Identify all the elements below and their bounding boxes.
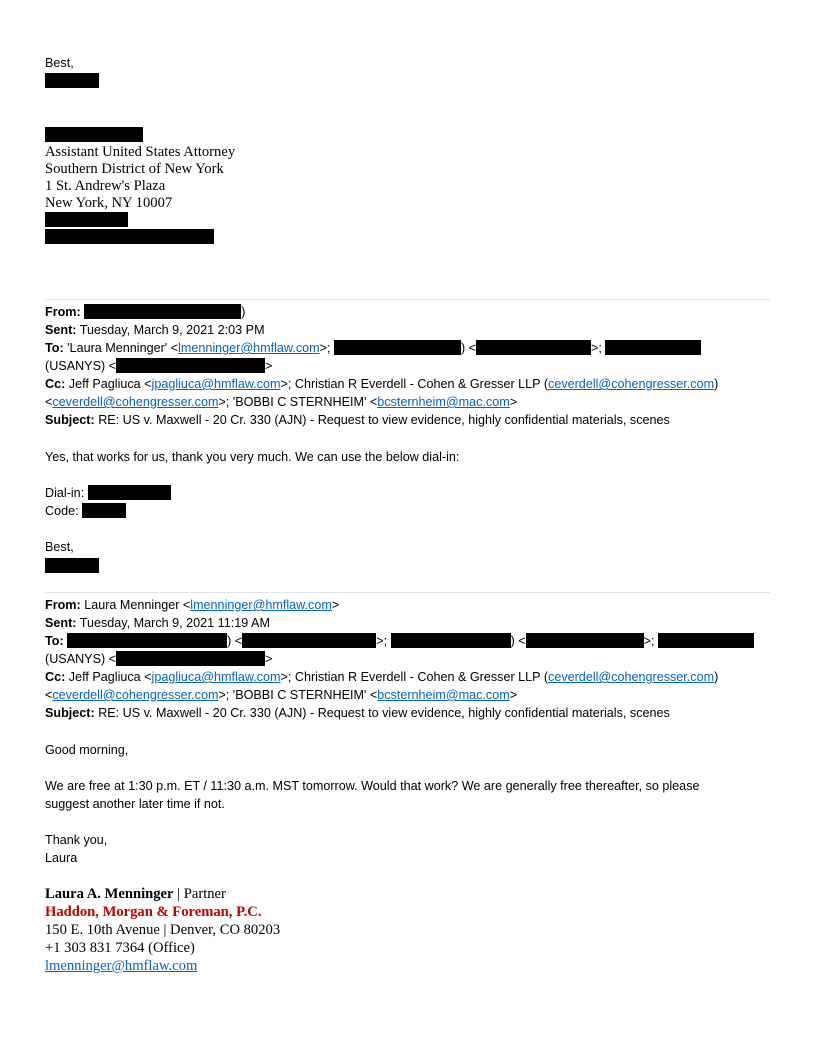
cc-label: Cc:: [45, 670, 66, 684]
from-tail: ): [241, 305, 246, 319]
thanks: Thank you,: [45, 833, 108, 847]
sent-value: Tuesday, March 9, 2021 11:19 AM: [79, 616, 270, 630]
email1-to-cont: [45, 358, 272, 374]
sig-email-link[interactable]: lmenninger@hmflaw.com: [45, 958, 198, 974]
redaction: [45, 229, 214, 244]
email-link[interactable]: ceverdell@cohengresser.com: [548, 670, 715, 684]
sender-name: Laura: [45, 851, 78, 865]
email1-to: [45, 340, 701, 356]
email2-sent: [45, 615, 270, 631]
to-name: 'Laura Menninger' <: [67, 341, 179, 355]
sent-value: Tuesday, March 9, 2021 2:03 PM: [79, 323, 265, 337]
email1-closing: Best,: [45, 540, 74, 554]
sig-role: | Partner: [173, 886, 226, 902]
email2-to-cont: [45, 651, 272, 667]
dialin-label: Dial-in:: [45, 486, 85, 500]
email2-body-line1: We are free at 1:30 p.m. ET / 11:30 a.m. MST tomorrow. Would that work? We are generally free thereafter, so please: [45, 779, 700, 793]
separator: ) <: [227, 634, 243, 648]
email-link[interactable]: jpagliuca@hmflaw.com: [151, 377, 281, 391]
email-link[interactable]: ceverdell@cohengresser.com: [548, 377, 715, 391]
redaction: [116, 651, 265, 666]
separator: >: [509, 395, 518, 409]
email1-sent: [45, 322, 265, 338]
cc-name: Jeff Pagliuca <: [68, 377, 152, 391]
from-name: Laura Menninger <: [84, 598, 191, 612]
sig-office: Southern District of New York: [45, 161, 224, 177]
sig-address1: 1 St. Andrew's Plaza: [45, 178, 166, 194]
email1-cc-cont: [45, 394, 517, 410]
sent-label: Sent:: [45, 323, 77, 337]
email2-subject: [45, 705, 670, 721]
email2-cc: [45, 669, 718, 685]
sig-phone: +1 303 831 7364 (Office): [45, 940, 195, 956]
separator: <: [45, 688, 53, 702]
email2-from: [45, 597, 339, 613]
cc-name: Jeff Pagliuca <: [68, 670, 152, 684]
greeting: Good morning,: [45, 743, 129, 757]
divider: [45, 299, 770, 300]
code-label: Code:: [45, 504, 79, 518]
to-usanys: (USANYS) <: [45, 652, 117, 666]
email2-body-line2: suggest another later time if not.: [45, 797, 225, 811]
separator: ): [714, 670, 719, 684]
redaction: [476, 340, 591, 355]
separator: >: [265, 652, 273, 666]
sent-label: Sent:: [45, 616, 77, 630]
redaction: [88, 485, 171, 500]
email1-subject: [45, 412, 670, 428]
email2-to: [45, 633, 754, 649]
separator: >;: [591, 341, 606, 355]
divider: [45, 592, 770, 593]
email-link[interactable]: bcsternheim@mac.com: [377, 395, 510, 409]
separator: <: [45, 395, 53, 409]
redaction: [334, 340, 461, 355]
email-link[interactable]: jpagliuca@hmflaw.com: [151, 670, 281, 684]
redaction: [45, 212, 128, 227]
redaction: [242, 633, 376, 648]
redaction: [45, 127, 143, 142]
sig-email-line: [45, 958, 197, 975]
redaction: [82, 503, 126, 518]
code: [45, 503, 126, 519]
email1-body: Yes, that works for us, thank you very much. We can use the below dial-in:: [45, 450, 460, 464]
sig-address2: New York, NY 10007: [45, 195, 173, 211]
sig-title: Assistant United States Attorney: [45, 144, 236, 160]
subject-value: RE: US v. Maxwell - 20 Cr. 330 (AJN) - Request to view evidence, highly confidential materials, scenes: [98, 413, 670, 427]
email-link[interactable]: lmenninger@hmflaw.com: [178, 341, 320, 355]
sig-firm: Haddon, Morgan & Foreman, P.C.: [45, 904, 262, 920]
from-label: From:: [45, 598, 81, 612]
separator: ): [714, 377, 719, 391]
cc-name: >; 'BOBBI C STERNHEIM' <: [218, 395, 378, 409]
closing: Best,: [45, 56, 74, 70]
separator: >: [509, 688, 518, 702]
from-label: From:: [45, 305, 81, 319]
separator: ) <: [510, 634, 526, 648]
redaction: [45, 73, 99, 88]
email1-from: [45, 304, 245, 320]
cc-name: >; 'BOBBI C STERNHEIM' <: [218, 688, 378, 702]
redaction: [605, 340, 701, 355]
redaction: [658, 633, 754, 648]
to-usanys: (USANYS) <: [45, 359, 117, 373]
redaction: [526, 633, 644, 648]
subject-value: RE: US v. Maxwell - 20 Cr. 330 (AJN) - Request to view evidence, highly confidential materials, scenes: [98, 706, 670, 720]
separator: >;: [643, 634, 658, 648]
to-label: To:: [45, 634, 64, 648]
subject-label: Subject:: [45, 413, 95, 427]
email-link[interactable]: ceverdell@cohengresser.com: [52, 688, 219, 702]
email-link[interactable]: lmenninger@hmflaw.com: [190, 598, 332, 612]
cc-name: >; Christian R Everdell - Cohen & Gresser LLP (: [280, 670, 549, 684]
email2-cc-cont: [45, 687, 517, 703]
to-label: To:: [45, 341, 64, 355]
email-link[interactable]: bcsternheim@mac.com: [377, 688, 510, 702]
redaction: [67, 633, 227, 648]
subject-label: Subject:: [45, 706, 95, 720]
cc-label: Cc:: [45, 377, 66, 391]
separator: >: [265, 359, 273, 373]
sig-address: 150 E. 10th Avenue | Denver, CO 80203: [45, 922, 281, 938]
redaction: [391, 633, 511, 648]
separator: >;: [319, 341, 334, 355]
redaction: [116, 358, 265, 373]
separator: >;: [376, 634, 391, 648]
email1-cc: [45, 376, 718, 392]
separator: ) <: [460, 341, 477, 355]
separator: >: [331, 598, 340, 612]
dialin: [45, 485, 171, 501]
cc-name: >; Christian R Everdell - Cohen & Gresser LLP (: [280, 377, 549, 391]
redaction: [84, 304, 241, 319]
sig-name-line: [45, 886, 226, 903]
sig-name: Laura A. Menninger: [45, 886, 174, 902]
redaction: [45, 558, 99, 573]
email-link[interactable]: ceverdell@cohengresser.com: [52, 395, 219, 409]
